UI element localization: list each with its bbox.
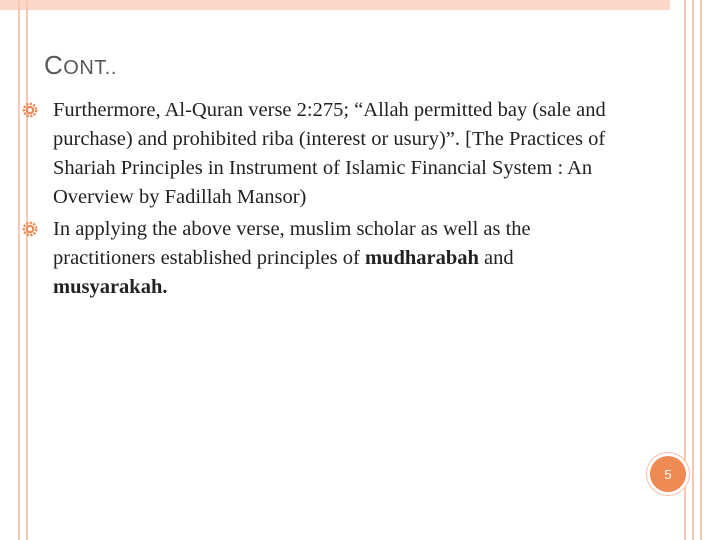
frame-right-border (684, 0, 702, 540)
bullet-text: In applying the above verse, muslim scholar as well as the practitioners established principles of (53, 218, 531, 269)
bullet-text: Furthermore, Al-Quran verse 2:275; “Allah permitted bay (sale and purchase) and prohibited riba (interest or usury)”. [The Practices of Shariah Principles in Instrument of Islamic Financial System : An Overview by Fadillah Mansor) (53, 99, 606, 208)
bullet-list (22, 96, 622, 302)
frame-top-bar (0, 0, 670, 10)
slide-title (44, 50, 117, 81)
gear-icon (22, 102, 38, 118)
bullet-item (22, 96, 622, 212)
title-initial: C (44, 50, 64, 80)
title-rest: ONT.. (63, 57, 117, 79)
term-musyarakah: musyarakah. (53, 276, 168, 298)
bullet-text-join: and (478, 247, 514, 269)
term-mudharabah: mudharabah (364, 247, 479, 269)
bullet-item (22, 215, 622, 302)
page-number-badge: 5 (647, 453, 689, 495)
gear-icon (22, 221, 38, 237)
